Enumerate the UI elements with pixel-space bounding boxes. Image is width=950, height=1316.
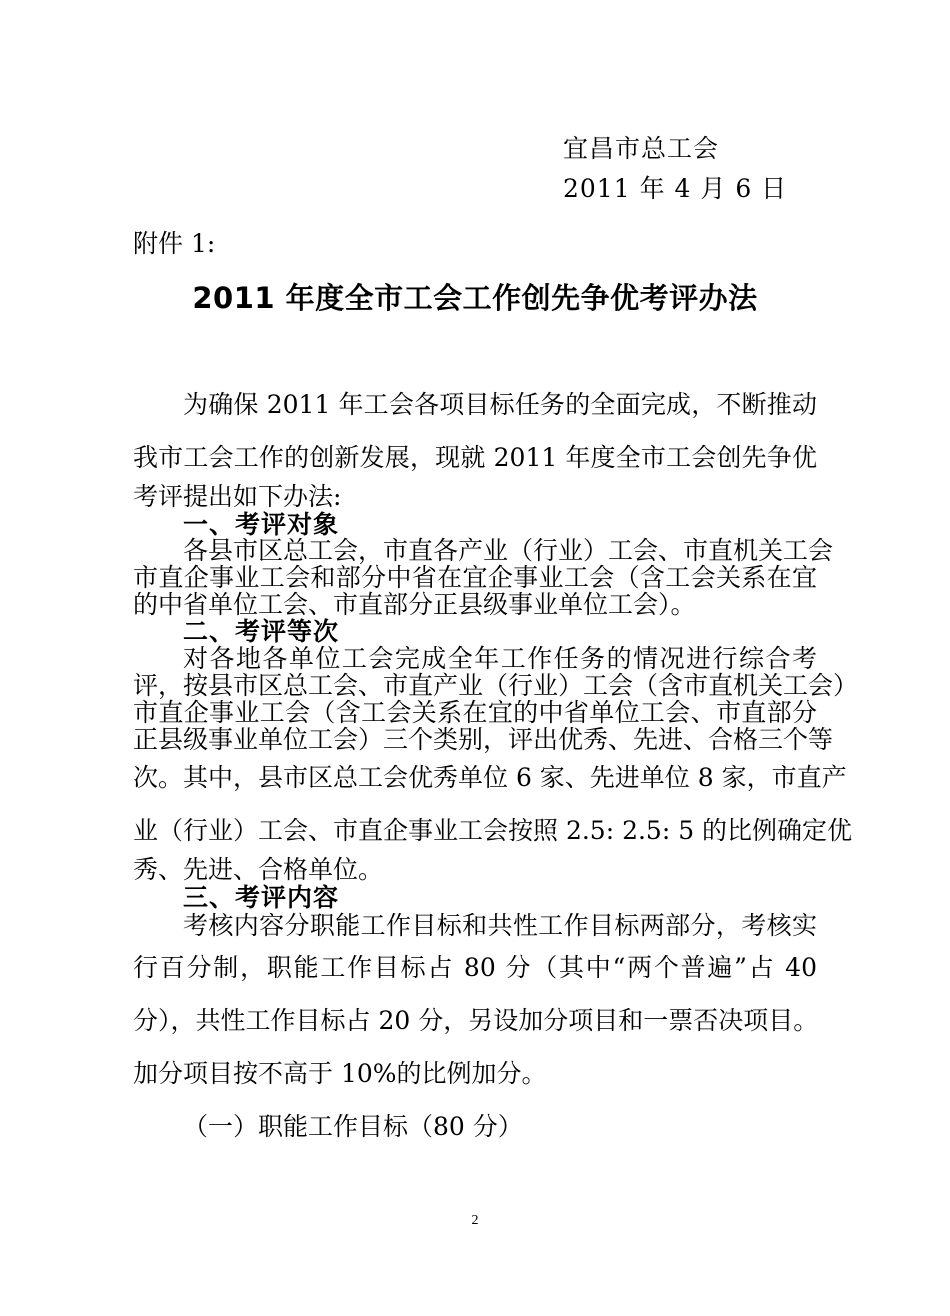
section1-heading: 一、考评对象 bbox=[183, 510, 340, 539]
document-title: 2011 年度全市工会工作创先争优考评办法 bbox=[192, 281, 758, 315]
intro-line-2: 我市工会工作的创新发展，现就 2011 年度全市工会创先争优 bbox=[133, 443, 817, 472]
section3-line-2: 行百分制，职能工作目标占 80 分（其中“两个普遍”占 40 bbox=[133, 953, 817, 982]
page-number: 2 bbox=[471, 1213, 479, 1228]
section3-subheading: （一）职能工作目标（80 分） bbox=[183, 1112, 523, 1141]
section2-line-6: 业（行业）工会、市直企事业工会按照 2.5: 2.5: 5 的比例确定优 bbox=[133, 816, 853, 845]
section2-line-7: 秀、先进、合格单位。 bbox=[133, 855, 384, 884]
section3-heading: 三、考评内容 bbox=[183, 883, 340, 912]
signature-organization: 宜昌市总工会 bbox=[563, 134, 720, 163]
section3-line-4: 加分项目按不高于 10%的比例加分。 bbox=[133, 1059, 547, 1088]
attachment-label: 附件 1: bbox=[133, 229, 216, 258]
section2-line-2: 评，按县市区总工会、市直产业（行业）工会（含市直机关工会） bbox=[133, 671, 859, 700]
section1-line-2: 市直企事业工会和部分中省在宜企事业工会（含工会关系在宜 bbox=[133, 563, 817, 592]
section1-line-1: 各县市区总工会，市直各产业（行业）工会、市直机关工会 bbox=[183, 536, 834, 565]
section2-line-5: 次。其中，县市区总工会优秀单位 6 家、先进单位 8 家，市直产 bbox=[133, 763, 847, 792]
signature-date: 2011 年 4 月 6 日 bbox=[563, 174, 788, 203]
section3-line-3: 分），共性工作目标占 20 分，另设加分项目和一票否决项目。 bbox=[133, 1006, 819, 1035]
intro-line-1: 为确保 2011 年工会各项目标任务的全面完成，不断推动 bbox=[183, 390, 817, 419]
section2-line-4: 正县级事业单位工会）三个类别，评出优秀、先进、合格三个等 bbox=[133, 725, 834, 754]
section2-line-3: 市直企事业工会（含工会关系在宜的中省单位工会、市直部分 bbox=[133, 698, 817, 727]
section1-line-3: 的中省单位工会、市直部分正县级事业单位工会）。 bbox=[133, 590, 696, 619]
section2-heading: 二、考评等次 bbox=[183, 617, 340, 646]
intro-line-3: 考评提出如下办法: bbox=[133, 482, 342, 511]
section3-line-1: 考核内容分职能工作目标和共性工作目标两部分，考核实 bbox=[183, 911, 817, 940]
section2-line-1: 对各地各单位工会完成全年工作任务的情况进行综合考 bbox=[183, 644, 817, 673]
